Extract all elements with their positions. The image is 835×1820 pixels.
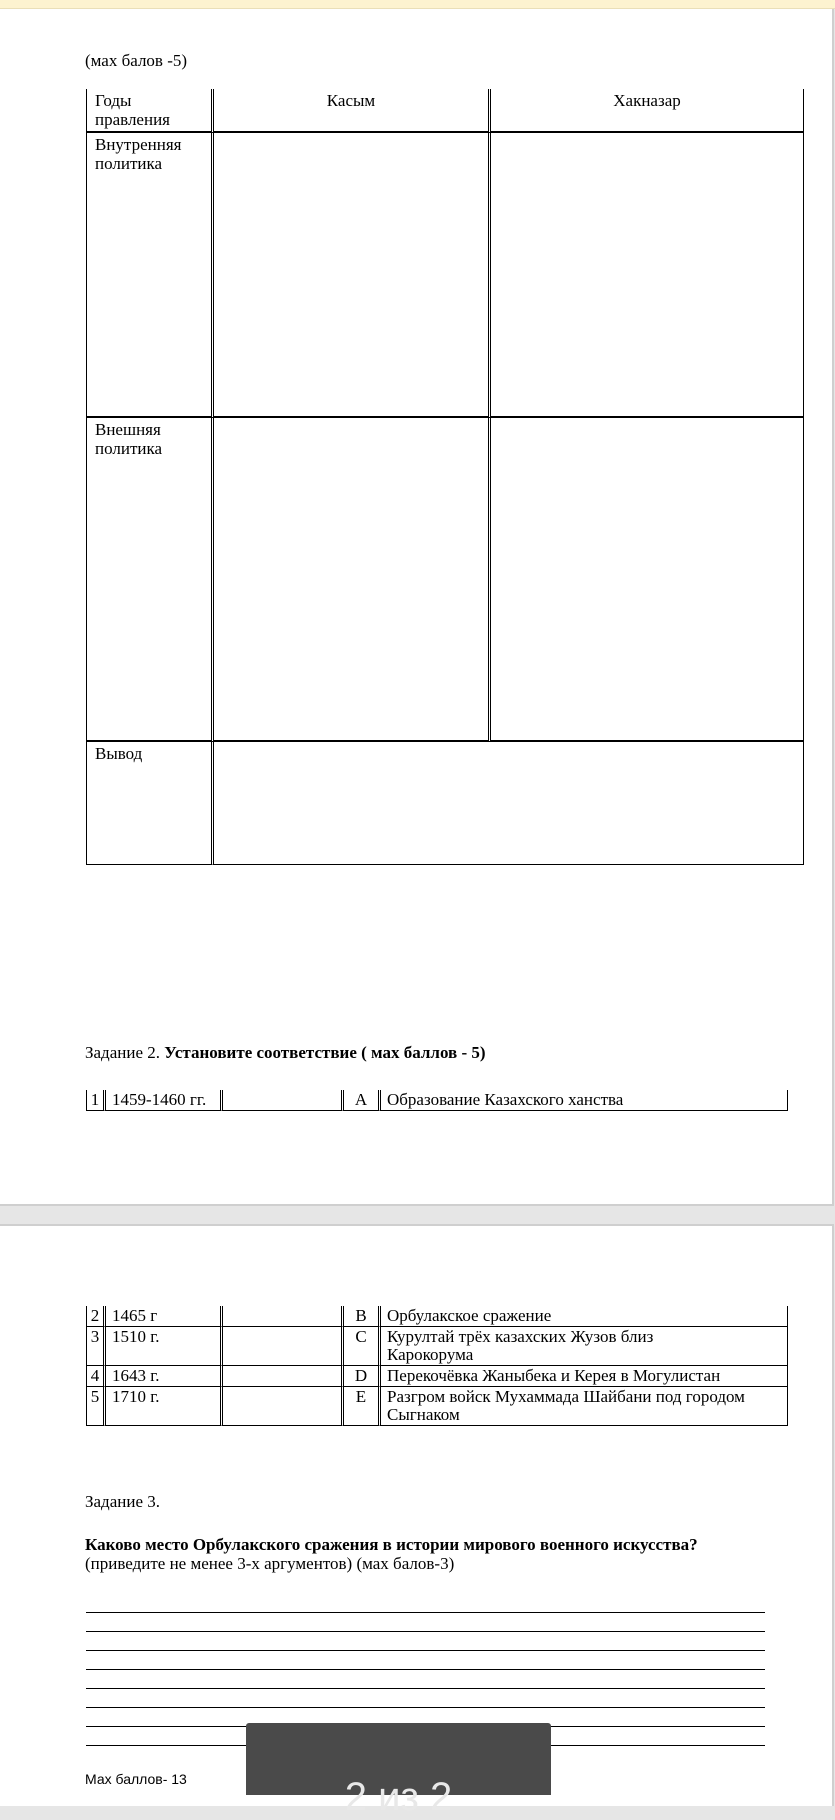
cell-conclusion [214,742,804,865]
row-label-internal: Внутренняя политика [86,133,214,418]
match-num: 2 [86,1306,106,1327]
match-letter: D [344,1366,381,1387]
page-indicator-text: 2 из 2 [344,1775,453,1819]
table-row-conclusion [86,742,804,865]
match-num: 4 [86,1366,106,1387]
match-letter: А [344,1090,381,1111]
task2-label: Задание 2. [85,1043,165,1062]
task2-heading [85,1043,486,1062]
table-row [86,1306,788,1327]
table-row [86,1366,788,1387]
match-event: Разгром войск Мухаммада Шайбани под городом Сыгнаком [381,1387,788,1426]
document-page-2 [0,1224,834,1806]
match-num: 1 [86,1090,106,1111]
match-event: Орбулакское сражение [381,1306,788,1327]
match-year: 1465 г [106,1306,223,1327]
header-years: Годы правления [86,89,214,133]
table-row [86,1327,788,1366]
table-row-internal [86,133,804,418]
cell-external-khaknazar [491,418,804,742]
match-letter: В [344,1306,381,1327]
match-letter: Е [344,1387,381,1426]
header-kasym: Касым [214,89,491,133]
match-year: 1510 г. [106,1327,223,1366]
task3-question: Каково место Орбулакского сражения в истории мирового военного искусства? [85,1535,698,1554]
task3-label: Задание 3. [85,1492,160,1511]
match-event: Курултай трёх казахских Жузов близ Карокорума [381,1327,788,1366]
match-year: 1710 г. [106,1387,223,1426]
answer-line [86,1650,765,1651]
row-label-external: Внешняя политика [86,418,214,742]
answer-line [86,1707,765,1708]
answer-line [86,1631,765,1632]
page-indicator-overlay [246,1723,551,1819]
answer-line [86,1612,765,1613]
match-event: Перекочёвка Жаныбека и Керея в Могулистан [381,1366,788,1387]
footer-total-points: Мах баллов- 13 [85,1771,187,1787]
cell-internal-kasym [214,133,491,418]
task2-title: Установите соответствие ( мах баллов - 5) [164,1043,486,1062]
match-table-part1 [86,1090,788,1111]
row-label-conclusion: Вывод [86,742,214,865]
match-event: Образование Казахского ханства [381,1090,788,1111]
comparison-table [86,89,804,865]
table-row [86,1387,788,1426]
match-answer-cell [223,1090,344,1111]
match-answer-cell [223,1327,344,1366]
match-num: 5 [86,1387,106,1426]
cell-internal-khaknazar [491,133,804,418]
task1-max-note: (мах балов -5) [85,51,188,70]
match-answer-cell [223,1387,344,1426]
table-header-row [86,89,804,133]
match-table-part2 [86,1306,788,1426]
task3-note: (приведите не менее 3-х аргументов) (мах балов-3) [85,1554,455,1573]
match-answer-cell [223,1366,344,1387]
answer-line [86,1669,765,1670]
table-row-external [86,418,804,742]
answer-line [86,1688,765,1689]
cell-external-kasym [214,418,491,742]
match-year: 1643 г. [106,1366,223,1387]
match-num: 3 [86,1327,106,1366]
top-notification-bar [0,0,835,9]
match-answer-cell [223,1306,344,1327]
header-khaknazar: Хакназар [491,89,804,133]
match-year: 1459-1460 гг. [106,1090,223,1111]
table-row [86,1090,788,1111]
match-letter: С [344,1327,381,1366]
document-page-1 [0,9,834,1206]
